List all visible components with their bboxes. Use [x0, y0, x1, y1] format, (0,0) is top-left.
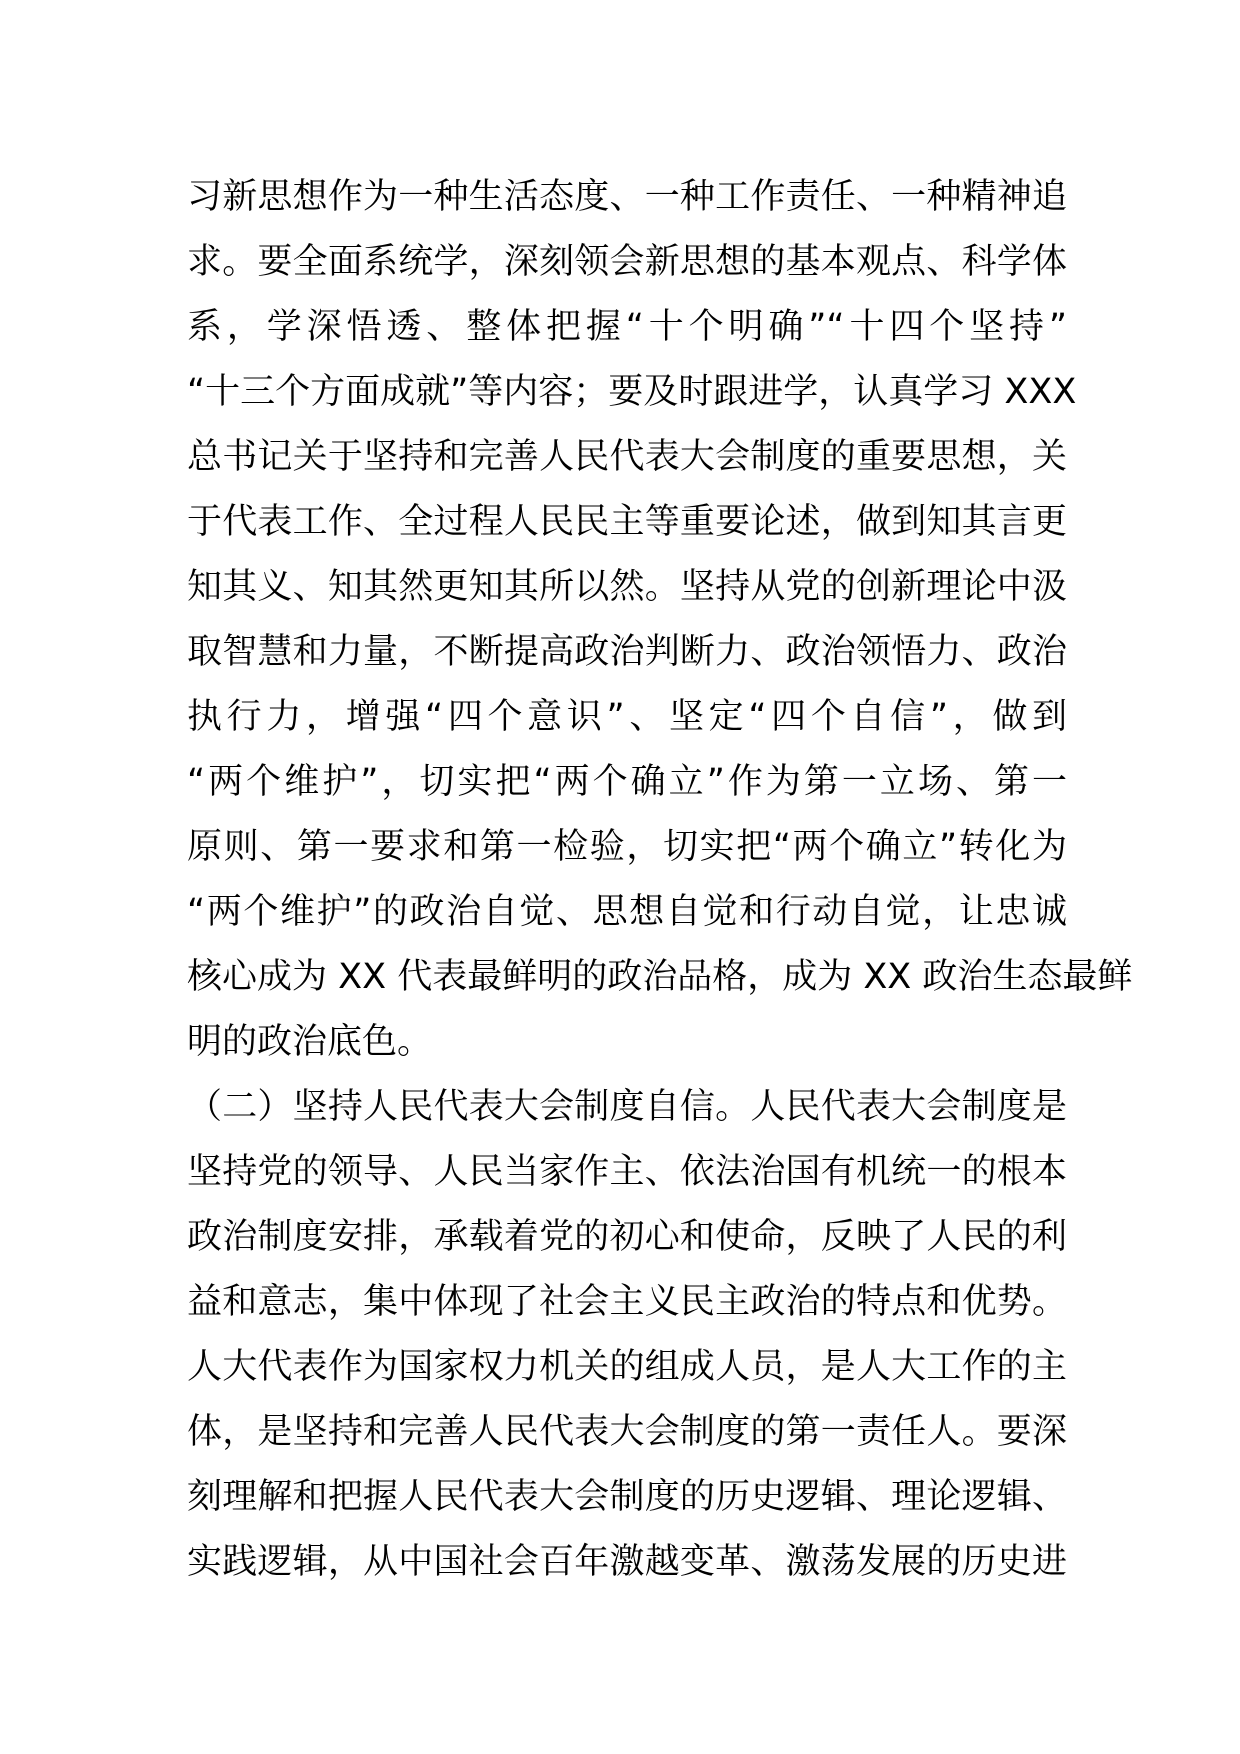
body-text — [187, 165, 1133, 1595]
text-line: 益和意志，集中体现了社会主义民主政治的特点和优势。 — [187, 1282, 1067, 1322]
text-line: “两个维护”的政治自觉、思想自觉和行动自觉，让忠诚 — [187, 892, 1067, 932]
text-line: 取智慧和力量，不断提高政治判断力、政治领悟力、政治 — [187, 632, 1067, 672]
text-line: “两个维护”，切实把“两个确立”作为第一立场、第一 — [187, 762, 1067, 802]
text-line: 系，学深悟透、整体把握“十个明确”“十四个坚持” — [187, 307, 1067, 347]
text-line: 明的政治底色。 — [187, 1022, 433, 1062]
text-line: 于代表工作、全过程人民民主等重要论述，做到知其言更 — [187, 502, 1067, 542]
text-line: 人大代表作为国家权力机关的组成人员，是人大工作的主 — [187, 1347, 1067, 1387]
text-line: 政治制度安排，承载着党的初心和使命，反映了人民的利 — [187, 1217, 1067, 1257]
section-heading-line: （二）坚持人民代表大会制度自信。人民代表大会制度是 — [187, 1087, 1067, 1127]
text-line: 习新思想作为一种生活态度、一种工作责任、一种精神追 — [187, 177, 1067, 217]
text-line: 原则、第一要求和第一检验，切实把“两个确立”转化为 — [187, 827, 1067, 867]
text-line: 知其义、知其然更知其所以然。坚持从党的创新理论中汲 — [187, 567, 1067, 607]
text-line: 体，是坚持和完善人民代表大会制度的第一责任人。要深 — [187, 1412, 1067, 1452]
text-line: 核心成为 XX 代表最鲜明的政治品格，成为 XX 政治生态最鲜 — [187, 957, 1133, 997]
text-line: 求。要全面系统学，深刻领会新思想的基本观点、科学体 — [187, 242, 1067, 282]
text-line: “十三个方面成就”等内容；要及时跟进学，认真学习 XXX — [187, 372, 1077, 412]
text-line: 执行力，增强“四个意识”、坚定“四个自信”，做到 — [187, 697, 1067, 737]
text-line: 刻理解和把握人民代表大会制度的历史逻辑、理论逻辑、 — [187, 1477, 1067, 1517]
text-line: 总书记关于坚持和完善人民代表大会制度的重要思想，关 — [187, 437, 1067, 477]
text-line: 坚持党的领导、人民当家作主、依法治国有机统一的根本 — [187, 1152, 1067, 1192]
text-line: 实践逻辑，从中国社会百年激越变革、激荡发展的历史进 — [187, 1542, 1067, 1582]
